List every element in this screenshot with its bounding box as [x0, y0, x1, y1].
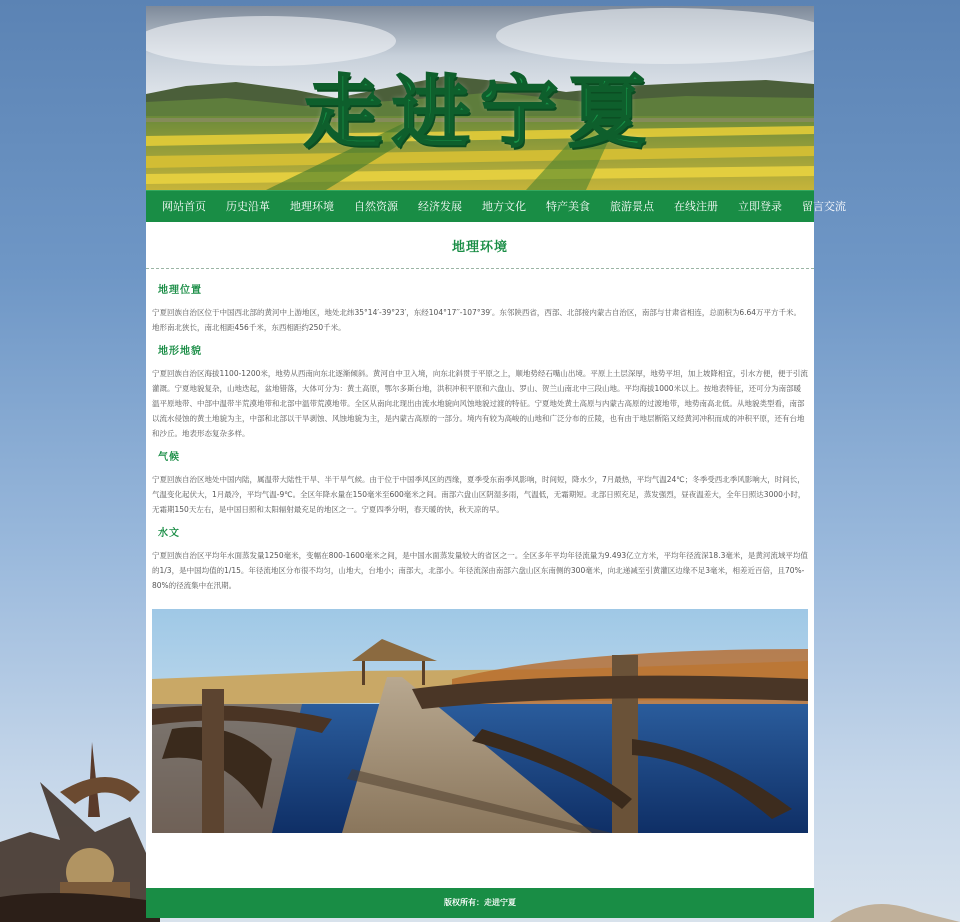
nav-item-geography[interactable]: 地理环境	[290, 200, 334, 213]
copyright-text: 版权所有：走进宁夏	[444, 898, 516, 907]
section-title-terrain: 地形地貌	[158, 346, 202, 357]
page-container	[146, 6, 846, 918]
nav-item-resources[interactable]: 自然资源	[354, 200, 398, 213]
nav-item-register[interactable]: 在线注册	[674, 200, 718, 213]
page-title-bar	[146, 222, 814, 269]
background-pagoda-decoration	[0, 722, 160, 922]
header-banner	[146, 6, 814, 190]
nav-item-economy[interactable]: 经济发展	[418, 200, 462, 213]
page-title: 地理环境	[451, 240, 508, 255]
nav-item-history[interactable]: 历史沿革	[226, 200, 270, 213]
footer	[146, 888, 814, 918]
section-title-climate: 气候	[158, 452, 180, 463]
section-text-hydrology: 宁夏回族自治区平均年水面蒸发量1250毫米，变幅在800-1600毫米之间，是中国水面蒸发量较大的省区之一。全区多年平均年径流量为9.493亿立方米，平均年径流深18.3毫米，是黄河流域平均值的1/3，是中国均值的1/15。年径流地区分布很不均匀，山地大，台地小；南部大，北部小。年径流深由南部六盘山区东南侧的300毫米，向北递减至引黄灌区边缘不足3毫米，相差近百倍，且70%-80%的径流集中在汛期。	[152, 551, 808, 590]
section-title-location: 地理位置	[158, 285, 202, 296]
section-text-climate: 宁夏回族自治区地处中国内陆，属温带大陆性干旱、半干旱气候。由于位于中国季风区的西缘，夏季受东南季风影响，时间短，降水少，7月最热，平均气温24℃；冬季受西北季风影响大，时间长，气温变化起伏大，1月最冷，平均气温-9℃。全区年降水量在150毫米至600毫米之间。南部六盘山区阴湿多雨，气温低，无霜期短。北部日照充足，蒸发强烈，昼夜温差大，全年日照达3000小时，无霜期150天左右，是中国日照和太阳辐射最充足的地区之一。宁夏四季分明，春天暖的快，秋天凉的早。	[152, 475, 806, 514]
section-text-terrain: 宁夏回族自治区海拔1100-1200米，地势从西南向东北逐渐倾斜。黄河自中卫入境，向东北斜贯于平原之上，顺地势经石嘴山出境。平原上土层深厚，地势平坦，加上坡降相宜，引水方便，便于引流灌溉。宁夏地貌复杂，山地迭起，盆地错落，大体可分为：黄土高原，鄂尔多斯台地，洪积冲积平原和六盘山、罗山、贺兰山南北中三段山地。平均海拔1000米以上。按地表特征，还可分为南部暖温平原地带、中部中温带半荒漠地带和北部中温带荒漠地带。全区从南向北现出由流水地貌向风蚀地貌过渡的特征。宁夏地处黄土高原与内蒙古高原的过渡地带，地势南高北低。从地貌类型看，南部以流水侵蚀的黄土地貌为主，中部和北部以干旱剥蚀、风蚀地貌为主，是内蒙古高原的一部分。境内有较为高峻的山地和广泛分布的丘陵，也有由于地层断陷又经黄河冲积而成的冲积平原，还有台地和沙丘。地表形态复杂多样。	[152, 369, 808, 438]
background-rooftop-decoration	[810, 882, 960, 922]
nav-item-culture[interactable]: 地方文化	[482, 200, 526, 213]
nav-item-food[interactable]: 特产美食	[546, 200, 590, 213]
nav-item-login[interactable]: 立即登录	[738, 200, 782, 213]
main-content	[146, 281, 814, 833]
section-title-hydrology: 水文	[158, 528, 180, 539]
wetland-boardwalk-photo	[152, 609, 808, 833]
banner-title: 走进宁夏	[303, 67, 656, 158]
nav-item-guestbook[interactable]: 留言交流	[802, 200, 846, 213]
nav-item-tourism[interactable]: 旅游景点	[610, 200, 654, 213]
section-text-location: 宁夏回族自治区位于中国西北部的黄河中上游地区，地处北纬35°14′-39°23′，东经104°17′′-107°39′。东邻陕西省，西部、北部接内蒙古自治区，南部与甘肃省相连，总面积为6.64万平方千米。地形南北狭长，南北相距456千米，东西相距约250千米。	[152, 308, 802, 332]
nav-item-home[interactable]: 网站首页	[162, 200, 206, 213]
main-nav	[146, 190, 846, 222]
